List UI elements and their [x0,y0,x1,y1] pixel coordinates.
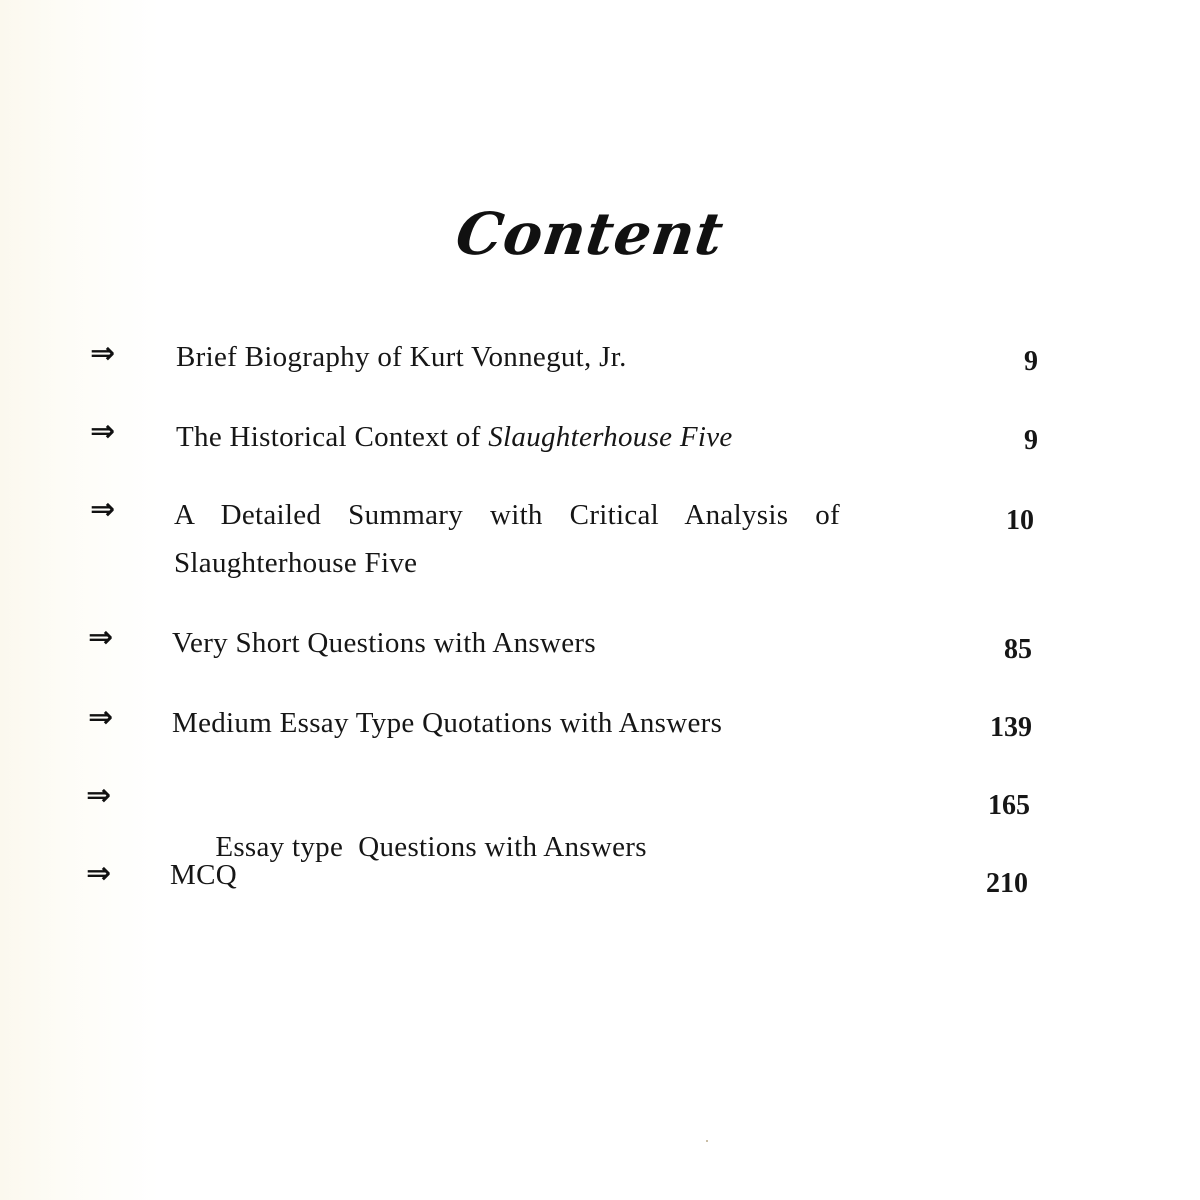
entry-title: Brief Biography of Kurt Vonnegut, Jr. [176,341,627,373]
double-arrow-icon: ⇒ [90,336,116,371]
entry-title: MCQ [170,859,237,891]
book-title: Slaughterhouse Five [488,421,733,453]
double-arrow-icon: ⇒ [90,414,116,449]
entry-title: Essay type Questions with Answers [215,831,647,863]
paper-speck [706,1140,708,1142]
page-title: Content [451,200,729,268]
page-number: 85 [1004,634,1032,665]
page-number: 165 [988,790,1030,821]
entry-title: A Detailed Summary with Critical Analysis of [174,499,840,531]
page-number: 9 [1024,425,1038,456]
page-number: 9 [1024,346,1038,377]
book-title: Slaughterhouse Five [174,547,418,579]
double-arrow-icon: ⇒ [86,856,112,891]
page-number: 210 [986,868,1028,899]
entry-title: Medium Essay Type Quotations with Answers [172,707,723,739]
double-arrow-icon: ⇒ [86,778,112,813]
double-arrow-icon: ⇒ [88,700,114,735]
entry-title: The Historical Context of Slaughterhouse Five [176,421,733,453]
page-number: 10 [1006,505,1034,536]
double-arrow-icon: ⇒ [88,620,114,655]
entry-title: Very Short Questions with Answers [172,627,596,659]
double-arrow-icon: ⇒ [90,492,116,527]
page-number: 139 [990,712,1032,743]
